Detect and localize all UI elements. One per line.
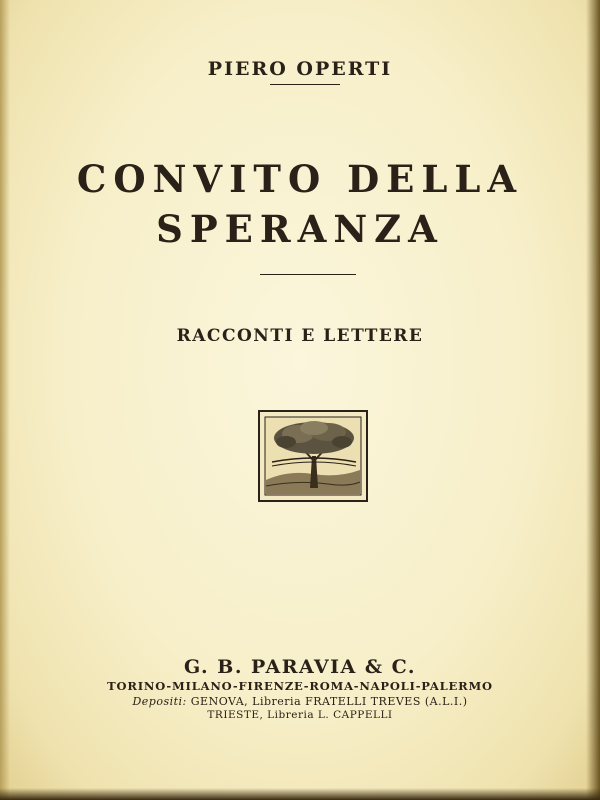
title-rule	[260, 274, 356, 275]
publisher-name: G. B. PARAVIA & C.	[183, 656, 417, 678]
author-rule	[270, 84, 340, 85]
tree-printers-mark-icon	[258, 410, 368, 502]
depositi-label: Depositi:	[132, 695, 187, 708]
depositi-line	[0, 695, 600, 708]
publisher-cities: TORINO-MILANO-FIRENZE-ROMA-NAPOLI-PALERMO	[107, 679, 493, 693]
title-line-1: CONVITO DELLA	[76, 157, 524, 201]
depositi-text: GENOVA, Libreria FRATELLI TREVES (A.L.I.)	[190, 695, 468, 708]
title-line-2: SPERANZA	[156, 207, 444, 251]
book-subtitle: RACCONTI E LETTERE	[176, 326, 424, 346]
page-edge-bottom	[0, 788, 600, 800]
author-name: PIERO OPERTI	[207, 58, 393, 80]
book-title	[0, 154, 600, 254]
trieste-line: TRIESTE, Libreria L. CAPPELLI	[207, 709, 393, 721]
